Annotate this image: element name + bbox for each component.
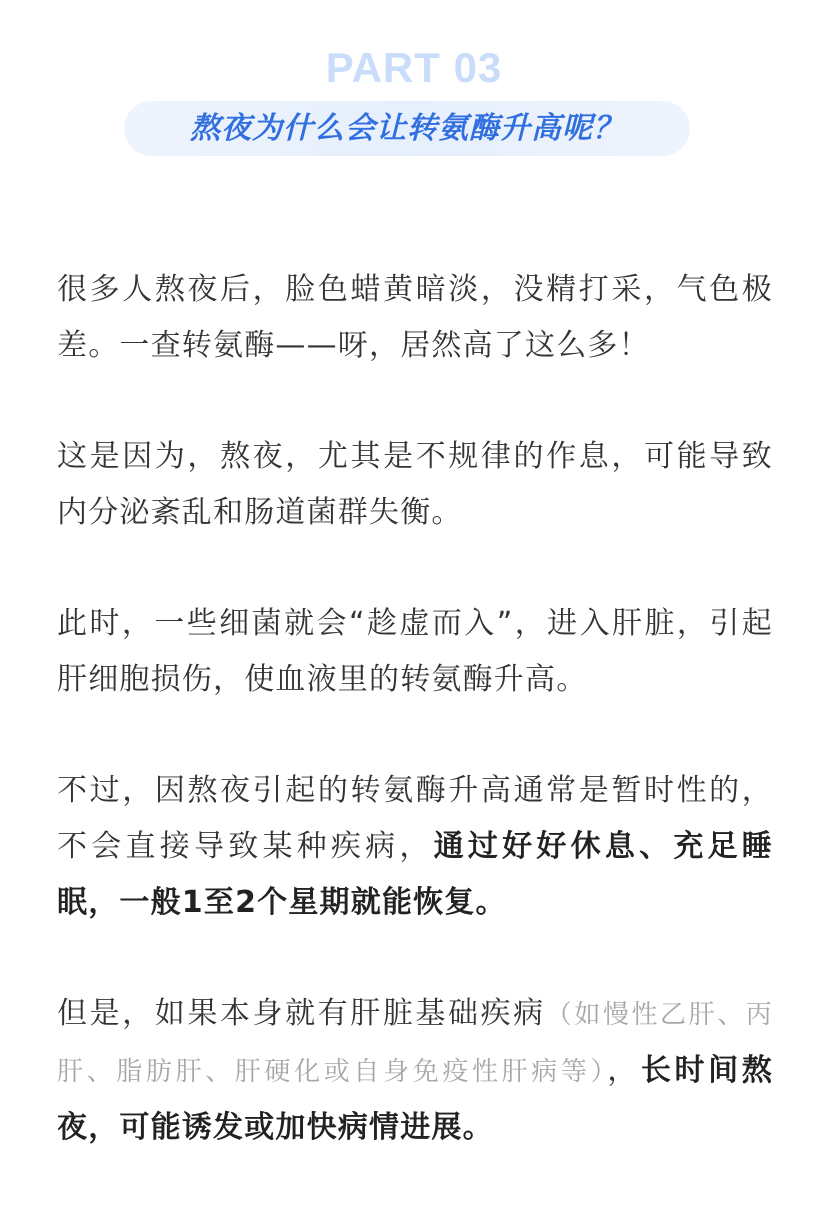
paragraph-3: 此时，一些细菌就会“趁虚而入”，进入肝脏，引起肝细胞损伤，使血液里的转氨酶升高。 [57, 606, 773, 697]
paragraph-5-note: （如慢性乙肝、丙肝、脂肪肝、肝硬化或自身免疫性肝病等） [57, 1000, 774, 1087]
section-heading: 熬夜为什么会让转氨酶升高呢？ [190, 111, 624, 146]
article-body [57, 262, 773, 1211]
paragraph-5 [57, 986, 773, 1156]
paragraph-5-comma: ， [607, 1053, 641, 1088]
paragraph-5-text: 但是，如果本身就有肝脏基础疾病 [57, 996, 546, 1031]
part-label: PART 03 [325, 44, 503, 91]
paragraph-1: 很多人熬夜后，脸色蜡黄暗淡，没精打采，气色极差。一查转氨酶——呀，居然高了这么多！ [57, 272, 773, 363]
paragraph-2: 这是因为，熬夜，尤其是不规律的作息，可能导致内分泌紊乱和肠道菌群失衡。 [57, 439, 773, 530]
paragraph-4-emphasis: 通过好好休息、充足睡眠，一般1至2个星期就能恢复。 [57, 829, 773, 920]
paragraph-4 [57, 763, 773, 931]
paragraph-5-emphasis: 长时间熬夜，可能诱发或加快病情进展。 [57, 1053, 774, 1145]
paragraph-4-text: 不过，因熬夜引起的转氨酶升高通常是暂时性的，不会直接导致某种疾病， [57, 773, 773, 864]
